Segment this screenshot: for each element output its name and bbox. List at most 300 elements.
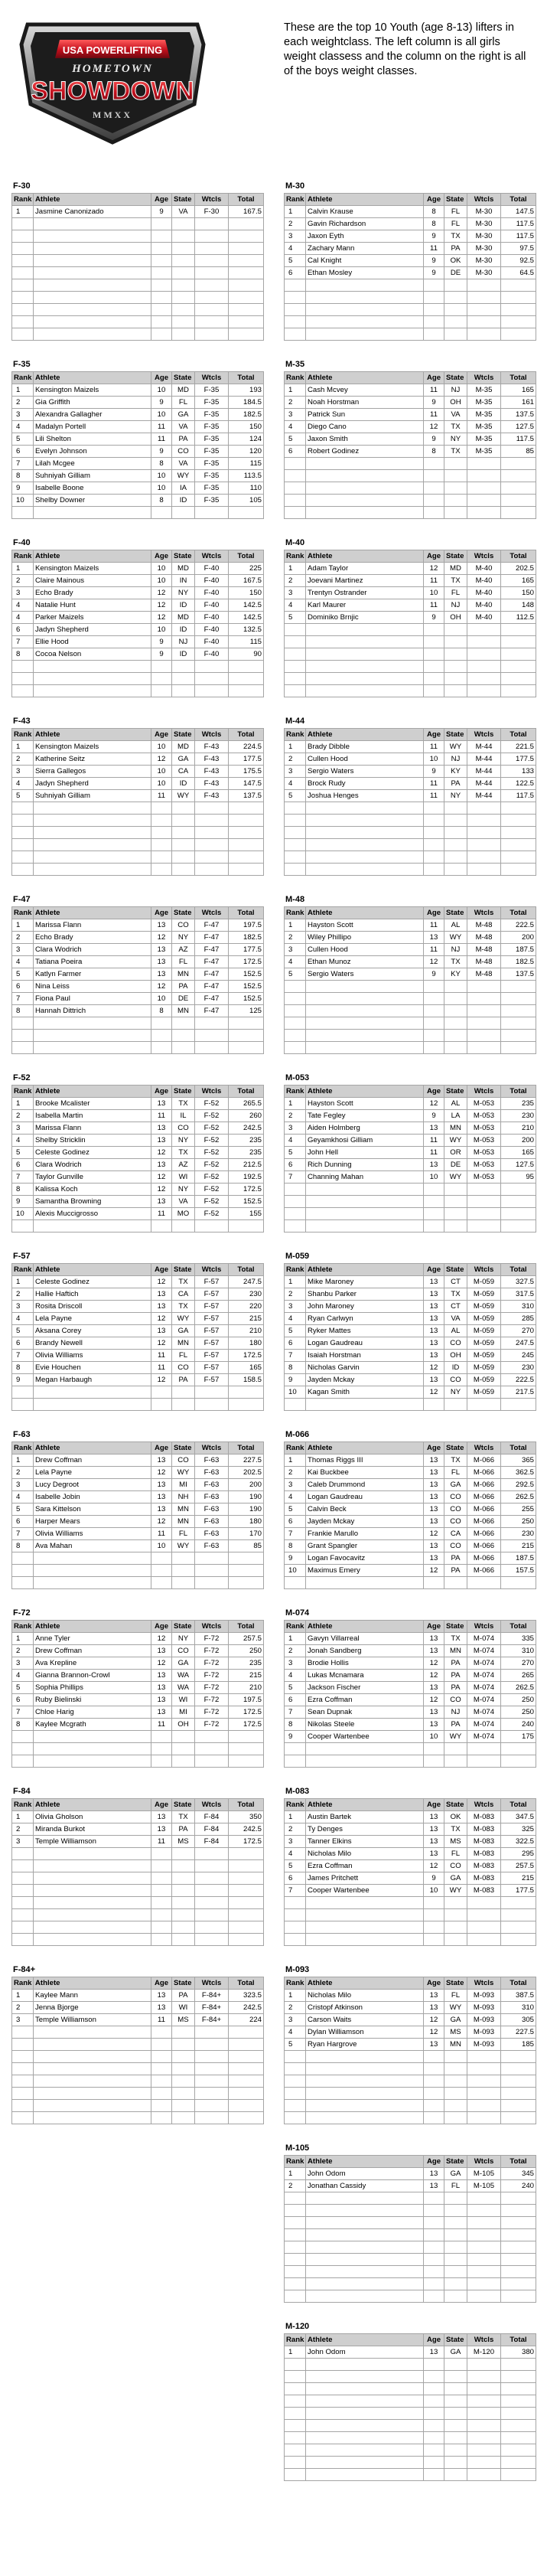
cell-athlete bbox=[34, 1386, 151, 1399]
table-row bbox=[285, 1731, 536, 1743]
cell-rank: 3 bbox=[285, 587, 306, 599]
cell-state bbox=[444, 636, 467, 648]
cell-total: 92.5 bbox=[501, 255, 536, 267]
cell-age: 13 bbox=[424, 1990, 444, 2002]
cell-age: 12 bbox=[151, 1171, 172, 1184]
cell-wtcls: F-43 bbox=[195, 778, 229, 790]
cell-rank: 2 bbox=[12, 575, 34, 587]
cell-state: KY bbox=[444, 968, 467, 981]
cell-wtcls bbox=[467, 2469, 501, 2481]
table-row bbox=[285, 790, 536, 802]
cell-age bbox=[151, 1921, 172, 1934]
cell-athlete: Adam Taylor bbox=[306, 563, 424, 575]
cell-age: 13 bbox=[151, 919, 172, 932]
weightclass-title: M-35 bbox=[285, 360, 305, 369]
cell-state: CA bbox=[172, 766, 195, 778]
column-header-rank: Rank bbox=[12, 372, 34, 384]
cell-total: 270 bbox=[501, 1657, 536, 1670]
cell-wtcls bbox=[195, 815, 229, 827]
table-row bbox=[285, 1042, 536, 1054]
cell-wtcls: F-52 bbox=[195, 1196, 229, 1208]
cell-rank: 3 bbox=[12, 1479, 34, 1491]
cell-athlete: Jasmine Canonizado bbox=[34, 206, 151, 218]
cell-total bbox=[229, 661, 264, 673]
table-row bbox=[285, 1670, 536, 1682]
cell-rank: 9 bbox=[285, 1731, 306, 1743]
cell-age: 11 bbox=[424, 1135, 444, 1147]
cell-age: 12 bbox=[424, 1860, 444, 1872]
cell-state bbox=[172, 864, 195, 876]
cell-state bbox=[444, 2241, 467, 2254]
cell-state: VA bbox=[172, 1196, 195, 1208]
cell-wtcls bbox=[467, 2371, 501, 2383]
cell-total bbox=[229, 815, 264, 827]
cell-rank bbox=[285, 279, 306, 292]
cell-athlete bbox=[34, 1872, 151, 1885]
results-table bbox=[284, 550, 536, 697]
cell-age: 9 bbox=[424, 433, 444, 446]
cell-rank: 2 bbox=[12, 1823, 34, 1836]
cell-athlete: James Pritchett bbox=[306, 1872, 424, 1885]
cell-rank bbox=[285, 507, 306, 519]
cell-wtcls: M-48 bbox=[467, 956, 501, 968]
cell-total bbox=[501, 1017, 536, 1030]
column-header-age: Age bbox=[151, 729, 172, 741]
cell-state bbox=[172, 1934, 195, 1946]
cell-total bbox=[501, 495, 536, 507]
cell-total bbox=[229, 1386, 264, 1399]
table-row bbox=[12, 753, 264, 766]
cell-wtcls: M-30 bbox=[467, 206, 501, 218]
cell-wtcls bbox=[195, 1030, 229, 1042]
cell-athlete bbox=[306, 328, 424, 341]
cell-total: 235 bbox=[229, 1147, 264, 1159]
cell-rank: 1 bbox=[12, 919, 34, 932]
cell-wtcls: F-57 bbox=[195, 1276, 229, 1288]
cell-athlete: Noah Horstman bbox=[306, 397, 424, 409]
cell-athlete bbox=[306, 2420, 424, 2432]
cell-age bbox=[424, 2112, 444, 2124]
weightclass-title: F-52 bbox=[13, 1073, 31, 1082]
cell-total: 172.5 bbox=[229, 1184, 264, 1196]
cell-total: 225 bbox=[229, 563, 264, 575]
cell-athlete: Cash Mcvey bbox=[306, 384, 424, 397]
cell-age bbox=[424, 316, 444, 328]
cell-age: 13 bbox=[151, 1159, 172, 1171]
column-header-total: Total bbox=[501, 1264, 536, 1276]
weightclass-block bbox=[284, 1964, 536, 2124]
column-header-rank: Rank bbox=[285, 1442, 306, 1455]
cell-wtcls: F-43 bbox=[195, 753, 229, 766]
cell-rank bbox=[285, 2444, 306, 2457]
cell-athlete bbox=[306, 2457, 424, 2469]
table-row bbox=[12, 1030, 264, 1042]
cell-total: 167.5 bbox=[229, 206, 264, 218]
cell-age bbox=[151, 1872, 172, 1885]
cell-age: 13 bbox=[424, 1491, 444, 1503]
cell-rank bbox=[285, 2359, 306, 2371]
cell-state bbox=[172, 279, 195, 292]
cell-total: 210 bbox=[501, 1122, 536, 1135]
table-row bbox=[285, 1288, 536, 1301]
cell-state bbox=[444, 1208, 467, 1220]
cell-rank: 1 bbox=[285, 741, 306, 753]
cell-total bbox=[501, 815, 536, 827]
cell-rank: 5 bbox=[285, 1325, 306, 1337]
cell-total: 185 bbox=[501, 2039, 536, 2051]
cell-state bbox=[444, 458, 467, 470]
table-row bbox=[285, 1467, 536, 1479]
cell-total: 310 bbox=[501, 1301, 536, 1313]
table-row bbox=[12, 316, 264, 328]
table-header-row bbox=[285, 1264, 536, 1276]
cell-total bbox=[501, 1909, 536, 1921]
table-row bbox=[285, 2217, 536, 2229]
cell-wtcls: F-47 bbox=[195, 944, 229, 956]
table-header-row bbox=[285, 907, 536, 919]
cell-state: TX bbox=[444, 421, 467, 433]
weightclass-title: F-40 bbox=[13, 538, 31, 547]
column-header-rank: Rank bbox=[12, 1977, 34, 1990]
cell-rank bbox=[285, 2266, 306, 2278]
cell-wtcls bbox=[467, 2359, 501, 2371]
cell-total bbox=[501, 482, 536, 495]
cell-total bbox=[229, 2100, 264, 2112]
column-header-wtcls: Wtcls bbox=[195, 1264, 229, 1276]
cell-athlete bbox=[306, 815, 424, 827]
cell-state bbox=[172, 1921, 195, 1934]
cell-rank: 3 bbox=[285, 1836, 306, 1848]
table-row bbox=[285, 1694, 536, 1706]
cell-athlete: Channing Mahan bbox=[306, 1171, 424, 1184]
cell-athlete: Caleb Drummond bbox=[306, 1479, 424, 1491]
cell-athlete bbox=[34, 1860, 151, 1872]
cell-rank bbox=[12, 1921, 34, 1934]
cell-rank: 6 bbox=[12, 624, 34, 636]
cell-total bbox=[229, 1399, 264, 1411]
cell-total: 260 bbox=[229, 1110, 264, 1122]
cell-age: 10 bbox=[151, 624, 172, 636]
cell-wtcls: M-059 bbox=[467, 1337, 501, 1350]
cell-total bbox=[229, 316, 264, 328]
cell-age: 13 bbox=[151, 1694, 172, 1706]
cell-age bbox=[424, 2432, 444, 2444]
cell-age: 10 bbox=[424, 753, 444, 766]
cell-athlete: Trentyn Ostrander bbox=[306, 587, 424, 599]
cell-wtcls bbox=[467, 661, 501, 673]
cell-athlete bbox=[306, 839, 424, 851]
table-row bbox=[285, 2408, 536, 2420]
cell-total bbox=[229, 851, 264, 864]
cell-age bbox=[424, 458, 444, 470]
table-row bbox=[285, 2359, 536, 2371]
table-row bbox=[12, 1577, 264, 1589]
cell-age: 12 bbox=[151, 599, 172, 612]
cell-wtcls bbox=[467, 1577, 501, 1589]
cell-wtcls: M-066 bbox=[467, 1455, 501, 1467]
cell-athlete: Taylor Gunville bbox=[34, 1171, 151, 1184]
table-row bbox=[285, 1719, 536, 1731]
cell-athlete: John Maroney bbox=[306, 1301, 424, 1313]
cell-athlete: Sergio Waters bbox=[306, 968, 424, 981]
cell-wtcls: M-30 bbox=[467, 255, 501, 267]
column-header-wtcls: Wtcls bbox=[195, 372, 229, 384]
cell-athlete bbox=[34, 1552, 151, 1565]
cell-state: CO bbox=[444, 1694, 467, 1706]
cell-athlete bbox=[306, 2112, 424, 2124]
table-row bbox=[285, 827, 536, 839]
logo-line1-text: HOMETOWN bbox=[72, 63, 153, 75]
cell-athlete: Katlyn Farmer bbox=[34, 968, 151, 981]
cell-state bbox=[444, 1017, 467, 1030]
cell-wtcls bbox=[467, 2205, 501, 2217]
cell-rank: 2 bbox=[285, 753, 306, 766]
cell-state: PA bbox=[444, 1552, 467, 1565]
table-header-row bbox=[285, 1977, 536, 1990]
table-row bbox=[285, 2469, 536, 2481]
cell-age: 13 bbox=[424, 1645, 444, 1657]
cell-rank: 4 bbox=[285, 243, 306, 255]
cell-state: TX bbox=[444, 446, 467, 458]
cell-total bbox=[501, 2100, 536, 2112]
cell-rank: 4 bbox=[12, 612, 34, 624]
cell-total bbox=[229, 1577, 264, 1589]
cell-total: 285 bbox=[501, 1313, 536, 1325]
cell-rank bbox=[285, 648, 306, 661]
logo-line3-text: MMXX bbox=[93, 109, 132, 120]
column-header-state: State bbox=[444, 1977, 467, 1990]
table-row bbox=[12, 495, 264, 507]
cell-wtcls: M-35 bbox=[467, 384, 501, 397]
cell-rank bbox=[285, 1220, 306, 1232]
cell-age: 9 bbox=[424, 766, 444, 778]
cell-total bbox=[501, 661, 536, 673]
column-header-athlete: Athlete bbox=[34, 1621, 151, 1633]
cell-athlete bbox=[306, 1042, 424, 1054]
cell-wtcls bbox=[467, 1220, 501, 1232]
cell-age: 10 bbox=[151, 778, 172, 790]
cell-age: 13 bbox=[424, 2168, 444, 2180]
cell-wtcls: M-093 bbox=[467, 1990, 501, 2002]
cell-rank: 8 bbox=[12, 1362, 34, 1374]
cell-athlete bbox=[306, 2444, 424, 2457]
table-row bbox=[12, 648, 264, 661]
cell-rank bbox=[285, 304, 306, 316]
cell-age: 13 bbox=[151, 1670, 172, 1682]
table-row bbox=[12, 1184, 264, 1196]
cell-wtcls bbox=[195, 839, 229, 851]
cell-wtcls bbox=[195, 1909, 229, 1921]
cell-state: WA bbox=[172, 1670, 195, 1682]
table-row bbox=[285, 932, 536, 944]
table-row bbox=[12, 993, 264, 1005]
cell-athlete: Cullen Hood bbox=[306, 753, 424, 766]
cell-rank: 1 bbox=[285, 384, 306, 397]
cell-age: 13 bbox=[424, 1288, 444, 1301]
cell-total: 335 bbox=[501, 1633, 536, 1645]
cell-age bbox=[424, 470, 444, 482]
cell-rank bbox=[285, 1909, 306, 1921]
table-row bbox=[285, 1552, 536, 1565]
results-table bbox=[11, 728, 264, 876]
table-header-row bbox=[12, 1442, 264, 1455]
cell-age: 13 bbox=[151, 1122, 172, 1135]
table-header-row bbox=[12, 1264, 264, 1276]
cell-state: WY bbox=[444, 1171, 467, 1184]
table-row bbox=[12, 1516, 264, 1528]
cell-athlete bbox=[306, 661, 424, 673]
table-row bbox=[12, 1337, 264, 1350]
cell-athlete: Diego Cano bbox=[306, 421, 424, 433]
cell-age bbox=[424, 507, 444, 519]
cell-rank: 6 bbox=[12, 1159, 34, 1171]
cell-state: VA bbox=[444, 409, 467, 421]
cell-athlete: Kensington Maizels bbox=[34, 741, 151, 753]
cell-wtcls: M-066 bbox=[467, 1540, 501, 1552]
table-row bbox=[285, 279, 536, 292]
cell-age: 11 bbox=[424, 575, 444, 587]
cell-total bbox=[229, 230, 264, 243]
column-header-state: State bbox=[444, 729, 467, 741]
table-row bbox=[285, 1479, 536, 1491]
cell-wtcls: M-083 bbox=[467, 1885, 501, 1897]
cell-rank: 1 bbox=[12, 1990, 34, 2002]
cell-age: 13 bbox=[424, 1633, 444, 1645]
cell-age bbox=[424, 1897, 444, 1909]
cell-athlete: Fiona Paul bbox=[34, 993, 151, 1005]
cell-total bbox=[501, 2278, 536, 2290]
cell-age bbox=[424, 2359, 444, 2371]
cell-age: 13 bbox=[151, 1455, 172, 1467]
weightclass-title: M-059 bbox=[285, 1252, 310, 1261]
table-row bbox=[285, 1633, 536, 1645]
cell-athlete bbox=[34, 2039, 151, 2051]
table-row bbox=[285, 328, 536, 341]
cell-state: ID bbox=[172, 495, 195, 507]
cell-total: 150 bbox=[229, 587, 264, 599]
cell-state bbox=[444, 2469, 467, 2481]
column-header-age: Age bbox=[151, 1264, 172, 1276]
table-row bbox=[12, 1811, 264, 1823]
weightclass-block bbox=[11, 537, 263, 697]
cell-rank bbox=[12, 1399, 34, 1411]
table-row bbox=[285, 1860, 536, 1872]
table-row bbox=[12, 802, 264, 815]
cell-total: 152.5 bbox=[229, 981, 264, 993]
column-header-athlete: Athlete bbox=[34, 1799, 151, 1811]
column-header-rank: Rank bbox=[12, 1621, 34, 1633]
cell-age bbox=[424, 1755, 444, 1768]
cell-total: 265 bbox=[501, 1670, 536, 1682]
table-header-row bbox=[12, 1086, 264, 1098]
cell-rank: 2 bbox=[285, 1288, 306, 1301]
table-row bbox=[285, 1990, 536, 2002]
cell-rank bbox=[285, 2051, 306, 2063]
column-header-state: State bbox=[172, 194, 195, 206]
cell-state bbox=[172, 218, 195, 230]
results-table bbox=[284, 2155, 536, 2303]
cell-age: 11 bbox=[151, 1362, 172, 1374]
cell-rank bbox=[285, 458, 306, 470]
cell-state bbox=[172, 1030, 195, 1042]
table-row bbox=[285, 1350, 536, 1362]
cell-athlete: Temple Williamson bbox=[34, 2014, 151, 2026]
cell-total bbox=[229, 1017, 264, 1030]
cell-age: 12 bbox=[151, 932, 172, 944]
cell-rank: 5 bbox=[285, 790, 306, 802]
weightclass-title: M-083 bbox=[285, 1787, 310, 1796]
cell-state bbox=[172, 673, 195, 685]
cell-rank bbox=[285, 495, 306, 507]
cell-state: PA bbox=[172, 433, 195, 446]
cell-state bbox=[444, 2266, 467, 2278]
cell-state: OH bbox=[444, 1350, 467, 1362]
cell-rank: 6 bbox=[12, 446, 34, 458]
cell-total: 182.5 bbox=[229, 409, 264, 421]
weightclass-title: F-47 bbox=[13, 895, 31, 904]
column-header-state: State bbox=[444, 1442, 467, 1455]
cell-total: 200 bbox=[501, 1135, 536, 1147]
cell-age: 12 bbox=[424, 563, 444, 575]
cell-age bbox=[424, 2395, 444, 2408]
cell-rank bbox=[12, 1731, 34, 1743]
weightclass-title: F-84 bbox=[13, 1787, 31, 1796]
cell-total bbox=[501, 673, 536, 685]
cell-rank: 7 bbox=[285, 1171, 306, 1184]
cell-rank: 1 bbox=[12, 563, 34, 575]
cell-wtcls: F-72 bbox=[195, 1670, 229, 1682]
table-row bbox=[285, 1755, 536, 1768]
cell-athlete: Brandy Newell bbox=[34, 1337, 151, 1350]
cell-rank bbox=[285, 1577, 306, 1589]
table-row bbox=[12, 409, 264, 421]
cell-rank: 5 bbox=[12, 1147, 34, 1159]
cell-rank bbox=[12, 2026, 34, 2039]
table-row bbox=[285, 1313, 536, 1325]
cell-rank: 3 bbox=[12, 1301, 34, 1313]
cell-athlete: Ty Denges bbox=[306, 1823, 424, 1836]
table-row bbox=[12, 1755, 264, 1768]
table-row bbox=[12, 1836, 264, 1848]
cell-state: ID bbox=[172, 599, 195, 612]
table-row bbox=[12, 624, 264, 636]
weightclass-block bbox=[11, 715, 263, 876]
cell-wtcls: M-066 bbox=[467, 1503, 501, 1516]
cell-rank bbox=[12, 1017, 34, 1030]
cell-state: WY bbox=[172, 1313, 195, 1325]
cell-athlete: Jadyn Shepherd bbox=[34, 778, 151, 790]
cell-rank: 2 bbox=[285, 2180, 306, 2192]
cell-rank bbox=[12, 851, 34, 864]
table-row bbox=[285, 599, 536, 612]
cell-athlete: Lilah Mcgee bbox=[34, 458, 151, 470]
cell-rank bbox=[285, 636, 306, 648]
cell-state: NY bbox=[172, 1135, 195, 1147]
cell-wtcls bbox=[195, 1755, 229, 1768]
weightclass-block bbox=[284, 1250, 536, 1411]
cell-age: 13 bbox=[424, 1313, 444, 1325]
cell-state: PA bbox=[444, 1670, 467, 1682]
cell-state: CO bbox=[444, 1374, 467, 1386]
cell-wtcls bbox=[195, 2075, 229, 2088]
cell-athlete: Brooke Mcalister bbox=[34, 1098, 151, 1110]
table-row bbox=[12, 1313, 264, 1325]
cell-athlete: Drew Coffman bbox=[34, 1455, 151, 1467]
cell-age: 9 bbox=[424, 255, 444, 267]
cell-wtcls: F-57 bbox=[195, 1325, 229, 1337]
table-header-row bbox=[12, 1799, 264, 1811]
cell-athlete bbox=[306, 2075, 424, 2088]
